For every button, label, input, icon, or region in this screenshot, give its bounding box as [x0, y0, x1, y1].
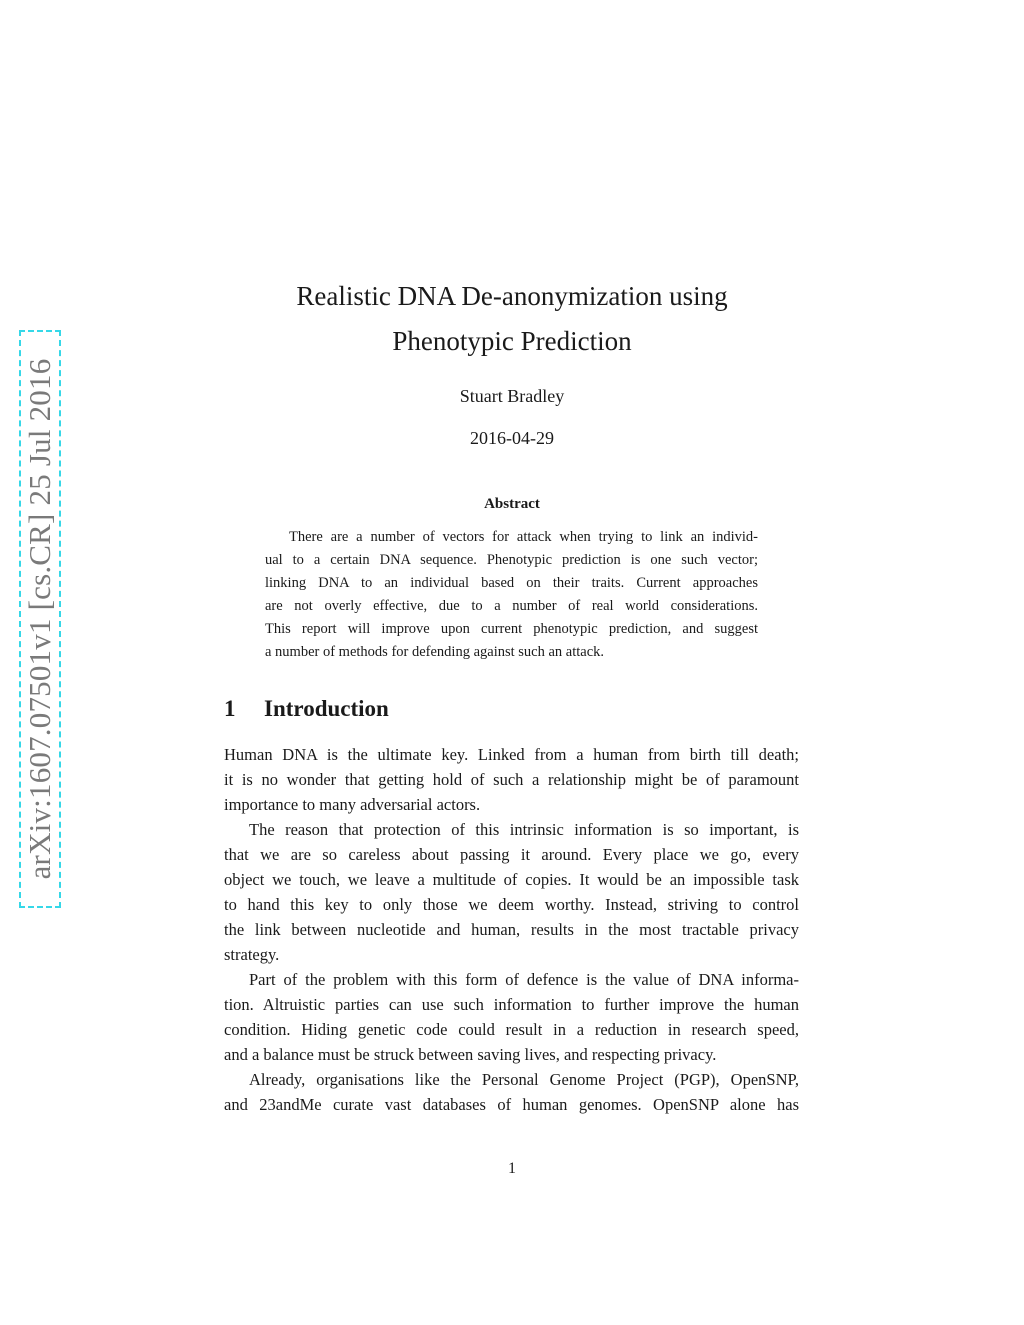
abstract-line: are not overly effective, due to a number of real world considerations. — [265, 598, 758, 614]
paper-title — [200, 274, 824, 364]
body-line: Part of the problem with this form of defence is the value of DNA informa- — [249, 970, 799, 989]
section-number: 1 — [224, 696, 236, 721]
body-line: to hand this key to only those we deem worthy. Instead, striving to control — [224, 895, 799, 914]
body-line: object we touch, we leave a multitude of copies. It would be an impossible task — [224, 870, 799, 889]
paper-date: 2016-04-29 — [470, 428, 554, 448]
body-line: and a balance must be struck between saving lives, and respecting privacy. — [224, 1045, 717, 1064]
section-title: Introduction — [264, 696, 389, 721]
body-line: The reason that protection of this intrinsic information is so important, is — [249, 820, 799, 839]
arxiv-identifier: arXiv:1607.07501v1 [cs.CR] 25 Jul 2016 — [22, 358, 57, 880]
body-line: and 23andMe curate vast databases of human genomes. OpenSNP alone has — [224, 1095, 799, 1114]
body-line: Human DNA is the ultimate key. Linked from a human from birth till death; — [224, 745, 799, 764]
title-line-1: Realistic DNA De-anonymization using — [296, 281, 728, 311]
abstract-line: There are a number of vectors for attack when trying to link an individ- — [289, 529, 758, 545]
abstract-text — [265, 526, 758, 664]
abstract-line: This report will improve upon current phenotypic prediction, and suggest — [265, 621, 758, 637]
body-line: the link between nucleotide and human, results in the most tractable privacy — [224, 920, 799, 939]
body-line: Already, organisations like the Personal Genome Project (PGP), OpenSNP, — [249, 1070, 799, 1089]
author-name: Stuart Bradley — [459, 386, 565, 406]
arxiv-stamp — [19, 330, 61, 908]
abstract-line: linking DNA to an individual based on their traits. Current approaches — [265, 575, 758, 591]
abstract-heading: Abstract — [484, 496, 540, 512]
body-line: condition. Hiding genetic code could result in a reduction in research speed, — [224, 1020, 799, 1039]
body-line: it is no wonder that getting hold of such a relationship might be of paramount — [224, 770, 799, 789]
abstract-line: a number of methods for defending against such an attack. — [265, 644, 605, 660]
body-line: that we are so careless about passing it around. Every place we go, every — [224, 845, 799, 864]
body-line: strategy. — [224, 945, 280, 964]
body-line: importance to many adversarial actors. — [224, 795, 481, 814]
body-line: tion. Altruistic parties can use such information to further improve the human — [224, 995, 799, 1014]
introduction-body — [224, 742, 799, 1117]
title-line-2: Phenotypic Prediction — [392, 326, 632, 356]
section-heading — [224, 696, 389, 722]
page-number: 1 — [508, 1160, 516, 1177]
abstract-line: ual to a certain DNA sequence. Phenotypic prediction is one such vector; — [265, 552, 758, 568]
